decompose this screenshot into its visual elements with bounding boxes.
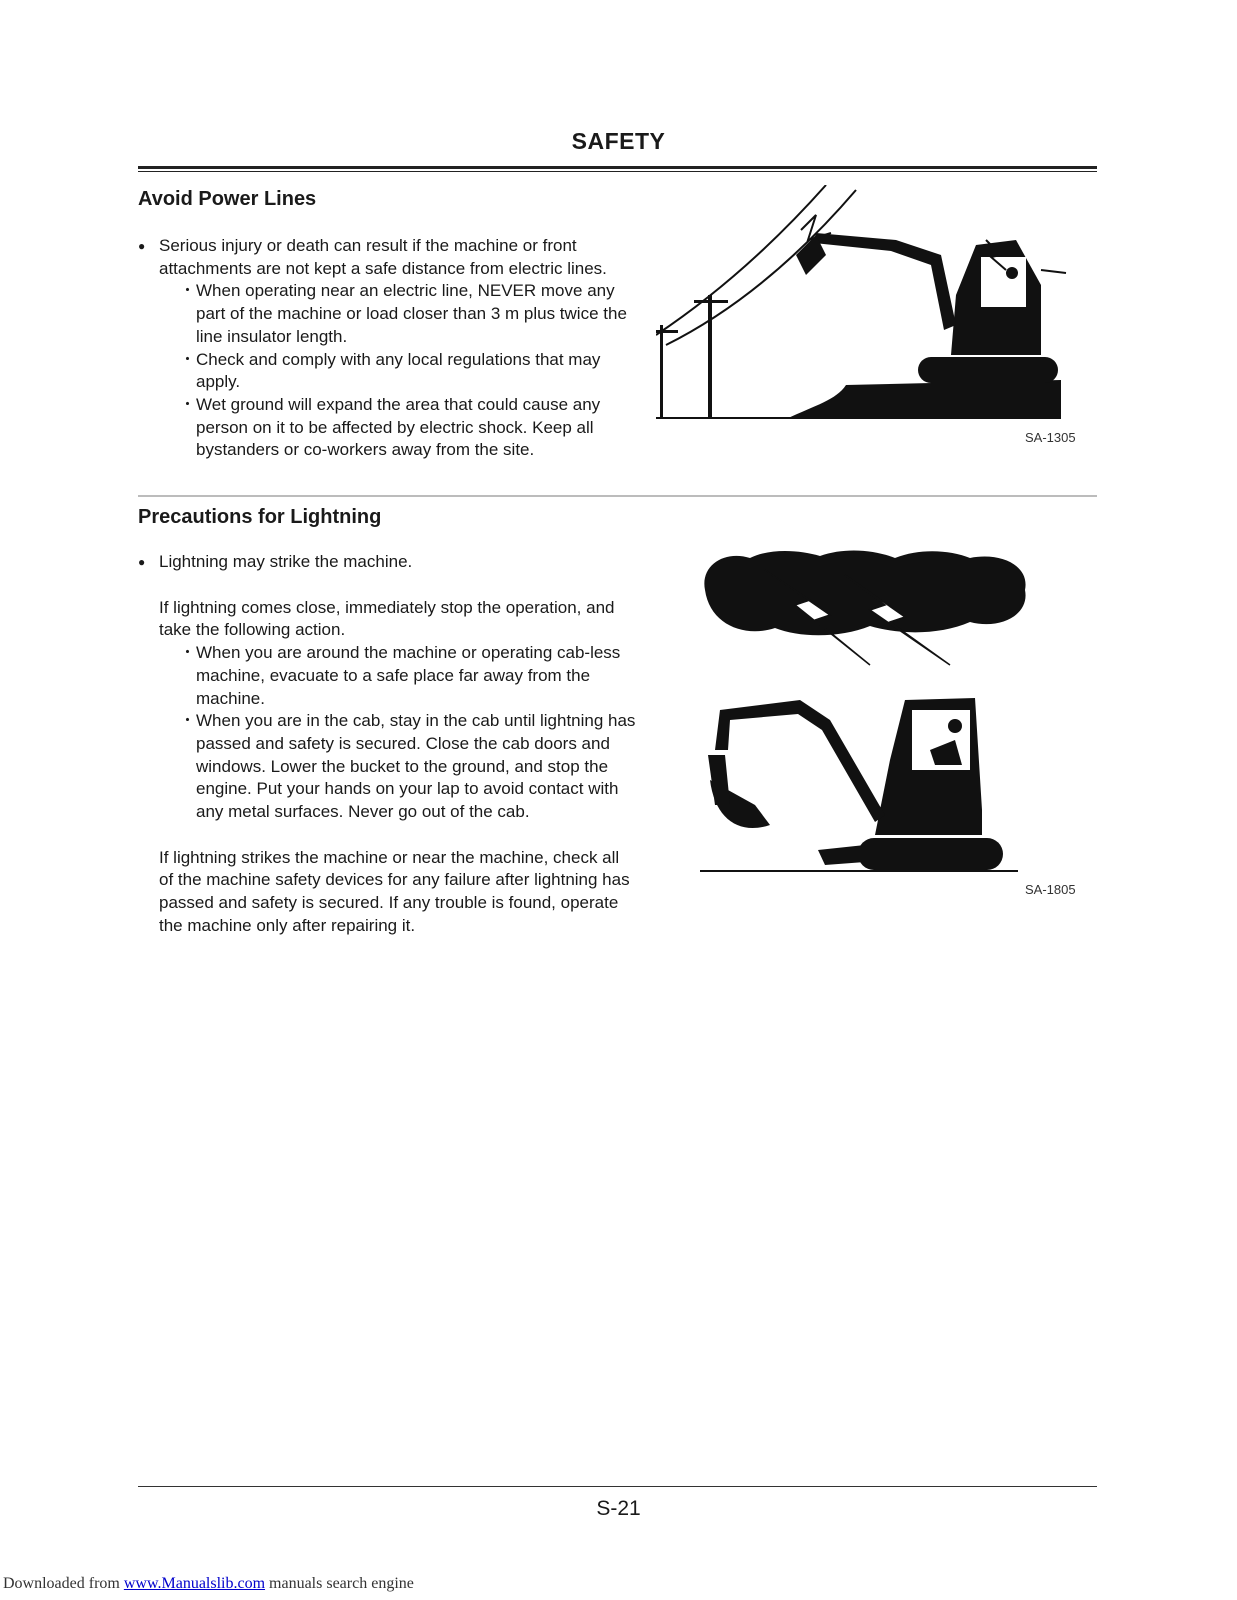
page-number: S-21 bbox=[596, 1497, 641, 1520]
footer-rule bbox=[138, 1486, 1097, 1487]
lightning-subitem: ・When you are in the cab, stay in the cab until lightning has passed and safety is secured. Close the cab doors and windows. Lower the bucket to the ground, and stop the engine. Put your hands on your lap to avoid contact with any metal surfaces. Never go out of the cab. bbox=[179, 711, 636, 822]
section-heading-lightning: Precautions for Lightning bbox=[138, 506, 382, 528]
header-rule-thick bbox=[138, 166, 1097, 169]
lightning-paragraph-1: If lightning comes close, immediately stop the operation, and take the following action. bbox=[159, 597, 615, 640]
lightning-paragraph-2: If lightning strikes the machine or near the machine, check all of the machine safety devices for any failure after lightning has passed and safety is secured. If any trouble is found, operate the machine only after repairing it. bbox=[159, 847, 630, 935]
download-source-footer: Downloaded from www.Manualslib.com manuals search engine bbox=[3, 1575, 414, 1592]
lightning-subitem: ・When you are around the machine or operating cab-less machine, evacuate to a safe place far away from the machine. bbox=[179, 643, 621, 708]
figure-label-power-lines: SA-1305 bbox=[1025, 430, 1076, 445]
manualslib-link[interactable]: www.Manualslib.com bbox=[123, 1575, 266, 1592]
lightning-text bbox=[138, 551, 638, 938]
lightning-bullet: ● Lightning may strike the machine. bbox=[138, 551, 638, 574]
figure-label-lightning: SA-1805 bbox=[1025, 882, 1076, 897]
power-lines-subitem: ・When operating near an electric line, NEVER move any part of the machine or load closer than 3 m plus twice the line insulator length. bbox=[179, 281, 627, 346]
section-divider bbox=[138, 495, 1097, 497]
power-lines-subitem: ・Check and comply with any local regulations that may apply. bbox=[179, 349, 601, 392]
page-title: SAFETY bbox=[571, 128, 666, 154]
lightning-excavator-illustration bbox=[700, 550, 1040, 880]
header-rule-thin bbox=[138, 171, 1097, 172]
section-heading-power-lines: Avoid Power Lines bbox=[138, 188, 317, 210]
power-lines-bullet: ● Serious injury or death can result if the machine or front attachments are not kept a safe distance from electric lines. bbox=[138, 235, 638, 280]
power-lines-subitem: ・Wet ground will expand the area that could cause any person on it to be affected by electric shock. Keep all bystanders or co-workers away from the site. bbox=[179, 394, 601, 460]
power-line-excavator-illustration bbox=[656, 185, 1076, 425]
power-lines-text bbox=[138, 235, 638, 462]
